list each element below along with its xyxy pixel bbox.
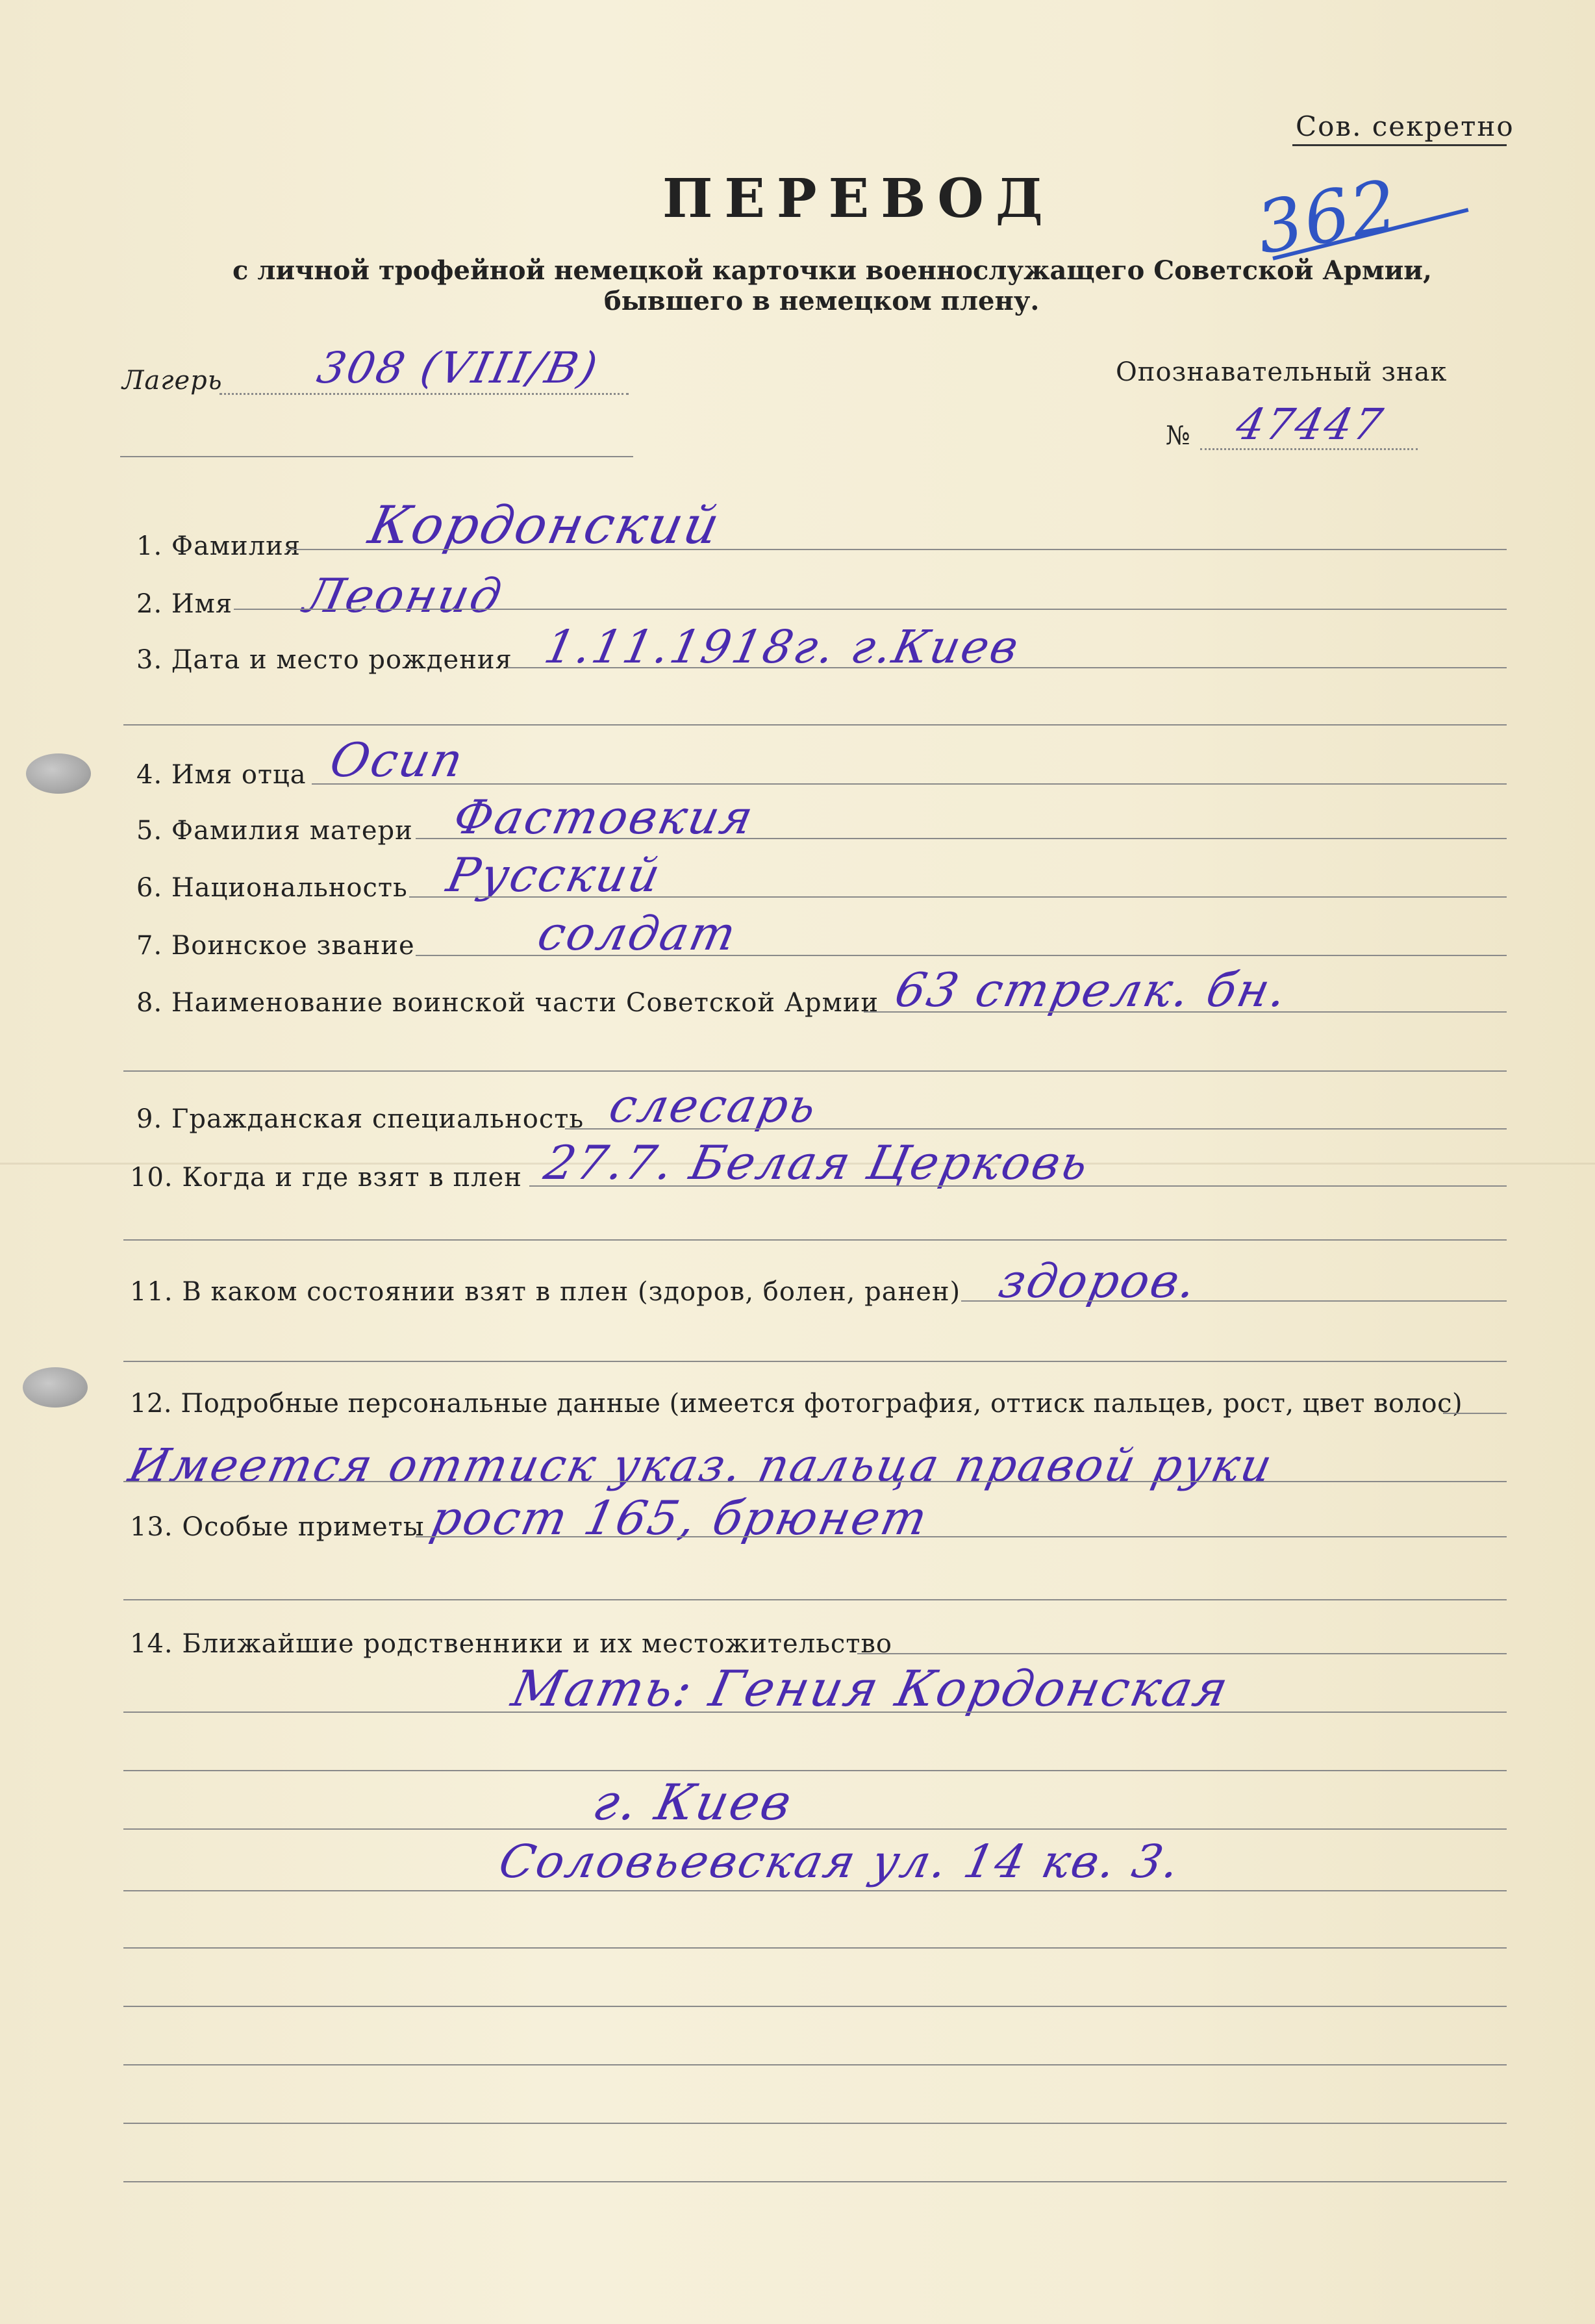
field-2-value: Леонид [299, 568, 509, 623]
field-6-value: Русский [442, 848, 667, 902]
id-value: 47447 [1231, 399, 1389, 449]
classification-label: Сов. секретно [1296, 110, 1514, 142]
field-14-line [857, 1653, 1507, 1654]
field-8-value: 63 стрелк. бн. [890, 963, 1294, 1017]
field-3-line-2 [123, 724, 1507, 726]
field-8-label: 8. Наименование воинской части Советской Армии [136, 988, 879, 1018]
field-7-line [416, 955, 1507, 956]
field-10-line-2 [123, 1239, 1507, 1241]
field-11-label: 11. В каком состоянии взят в плен (здоров, болен, ранен) [130, 1277, 961, 1307]
field-5-label: 5. Фамилия матери [136, 816, 413, 846]
field-14-line-10 [123, 2181, 1507, 2182]
field-10-label: 10. Когда и где взят в плен [130, 1163, 522, 1193]
field-6-line [409, 896, 1507, 898]
field-14-line-8 [123, 2064, 1507, 2065]
field-14-value-line-2: г. Киев [588, 1773, 799, 1831]
field-2-line [234, 609, 1507, 610]
field-7-label: 7. Воинское звание [136, 931, 415, 961]
field-14-line-5 [123, 1890, 1507, 1891]
field-7-value: солдат [533, 906, 743, 961]
field-3-label: 3. Дата и место рождения [136, 645, 512, 675]
camp-label: Лагерь [122, 366, 223, 396]
field-3-line [507, 667, 1507, 668]
field-11-line-2 [123, 1361, 1507, 1362]
stamp-number: 362 [1250, 163, 1405, 271]
field-14-line-2 [123, 1711, 1507, 1713]
subtitle-line-2: бывшего в немецком плену. [604, 286, 1040, 316]
field-2-label: 2. Имя [136, 589, 233, 619]
field-6-label: 6. Национальность [136, 873, 408, 903]
camp-line-2 [120, 456, 633, 457]
field-4-value: Осип [325, 733, 470, 787]
field-3-value: 1.11.1918г. г.Киев [540, 620, 1025, 674]
classification-underline [1292, 144, 1507, 146]
field-13-line-2 [123, 1599, 1507, 1600]
field-5-value: Фастовкия [449, 790, 760, 844]
field-14-line-3 [123, 1770, 1507, 1771]
field-14-line-4 [123, 1828, 1507, 1830]
field-4-label: 4. Имя отца [136, 760, 307, 790]
field-13-value: рост 165, брюнет [426, 1491, 934, 1545]
field-11-line [961, 1300, 1507, 1302]
field-10-line [529, 1185, 1507, 1187]
field-9-label: 9. Гражданская специальность [136, 1104, 584, 1134]
camp-line [220, 393, 629, 395]
field-14-value-line-1: Мать: Гения Кордонская [507, 1660, 1235, 1717]
punch-hole-bottom [23, 1367, 88, 1408]
field-14-line-6 [123, 1947, 1507, 1949]
field-8-line-2 [123, 1070, 1507, 1072]
page-title: ПЕРЕВОД [662, 168, 1055, 230]
field-12-value: Имеется оттиск указ. пальца правой руки [124, 1439, 1279, 1492]
field-12-line-2 [123, 1481, 1507, 1482]
field-1-value: Кордонский [364, 495, 727, 555]
field-9-value: слесарь [605, 1078, 823, 1133]
field-1-line [286, 549, 1507, 550]
field-10-value: 27.7. Белая Церковь [540, 1135, 1095, 1190]
id-no-label: № [1166, 421, 1191, 451]
punch-hole-top [26, 753, 91, 794]
field-12-label: 12. Подробные персональные данные (имеется фотография, оттиск пальцев, рост, цвет волос) [130, 1389, 1463, 1419]
field-14-line-9 [123, 2123, 1507, 2124]
field-14-line-7 [123, 2006, 1507, 2007]
field-8-line [864, 1011, 1507, 1013]
subtitle-line-1: с личной трофейной немецкой карточки военнослужащего Советской Армии, [232, 255, 1432, 286]
field-11-value: здоров. [994, 1254, 1203, 1308]
field-13-line [416, 1536, 1507, 1537]
field-4-line [312, 783, 1507, 785]
field-14-value-line-3: Соловьевская ул. 14 кв. 3. [494, 1835, 1187, 1888]
field-13-label: 13. Особые приметы [130, 1512, 425, 1542]
field-14-label: 14. Ближайшие родственники и их местожительство [130, 1629, 893, 1659]
field-1-label: 1. Фамилия [136, 531, 301, 561]
field-5-line [416, 838, 1507, 839]
field-9-line [565, 1128, 1507, 1130]
camp-value: 308 (VIII/B) [312, 343, 604, 393]
field-12-line [1443, 1413, 1507, 1414]
id-label: Опознавательный знак [1116, 357, 1448, 387]
